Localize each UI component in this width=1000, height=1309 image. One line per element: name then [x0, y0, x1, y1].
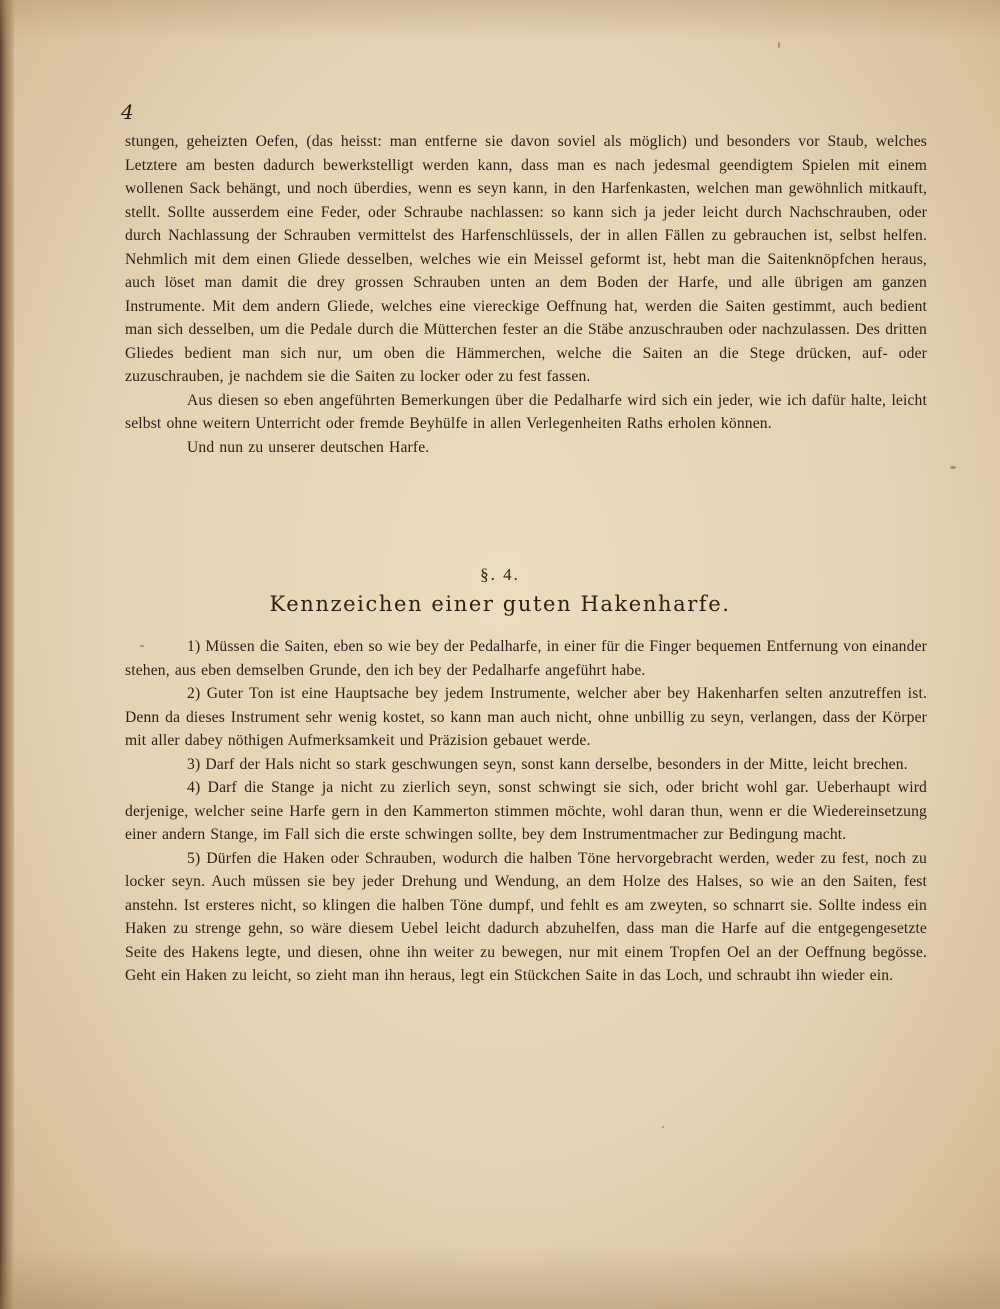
- section-heading: Kennzeichen einer guten Hakenharfe.: [269, 592, 731, 616]
- paper-speck: [950, 466, 956, 469]
- list-item-hooks: 5) Dürfen die Haken oder Schrauben, wodurch die halben Töne hervorgebracht werden, weder zu fest, noch zu locker seyn. Auch müssen sie bey jeder Drehung und Wendung, an dem Holze des Halses, so wie an den Saiten, fest anstehn. Ist ersteres nicht, so klingen die halben Töne dumpf, und fehlt es am zweyten, so schnarrt sie. Sollte indess ein Haken zu strenge gehn, so wäre diesem Uebel leicht dadurch abzuhelfen, dass man die Harfe auf die entgegengesetzte Seite des Hakens legte, und diesen, ohne ihn weiter zu bewegen, nur mit einem Tropfen Oel an der Oeffnung begösse. Geht ein Haken zu leicht, so zieht man ihn heraus, legt ein Stückchen Saite in das Loch, und schraubt ihn wieder ein.: [125, 849, 927, 984]
- paper-stain-top: [0, 0, 1000, 40]
- paragraph-remarks: Aus diesen so eben angeführten Bemerkungen über die Pedalharfe wird sich ein jeder, wie ich dafür halte, leicht selbst ohne weitern Unterricht oder fremde Beyhülfe in allen Verlegenheiten Raths erholen können.: [125, 391, 927, 432]
- paragraph-transition: Und nun zu unserer deutschen Harfe.: [187, 438, 430, 456]
- text-block-top: [125, 130, 927, 459]
- list-item-good-tone: 2) Guter Ton ist eine Hauptsache bey jedem Instrumente, welcher aber bey Hakenharfen selten anzutreffen ist. Denn da dieses Instrument sehr wenig kostet, so kann man auch nicht, ohne unbillig zu seyn, verlangen, dass der Körper mit aller dabey nöthigen Aufmerksamkeit und Präzision gebauet werde.: [125, 685, 927, 749]
- paper-speck: [778, 42, 780, 48]
- page-fold-shadow: [0, 0, 14, 1309]
- list-item-pillar: 4) Darf die Stange ja nicht zu zierlich seyn, sonst schwingt sie sich, oder bricht wohl gar. Ueberhaupt wird derjenige, welcher seine Harfe gern in den Kammerton stimmen möchte, wohl daran thun, wenn er die Wiedereinsetzung einer andern Stange, im Fall sich die erste schwingen sollte, bey dem Instrumentmacher zur Bedingung macht.: [125, 779, 927, 843]
- paper-speck: [662, 1126, 664, 1128]
- page-number: 4: [121, 100, 134, 124]
- list-item-neck: 3) Darf der Hals nicht so stark geschwungen seyn, sonst kann derselbe, besonders in der Mitte, leicht brechen.: [187, 755, 908, 773]
- text-block-bottom: [125, 635, 927, 988]
- paragraph-harp-care: stungen, geheizten Oefen, (das heisst: man entferne sie davon soviel als möglich) und besonders vor Staub, welches Letztere am besten dadurch bewerkstelligt werden kann, dass man es nach jedesmal geendigtem Spielen mit einem wollenen Sack behängt, und noch überdies, wenn es seyn kann, in den Harfenkasten, welchen man gewöhnlich mitkauft, stellt. Sollte ausserdem eine Feder, oder Schraube nachlassen: so kann sich ja jeder leicht durch Nachschrauben, oder durch Nachlassung der Schrauben vermittelst des Harfenschlüssels, der in allen Fällen zu gebrauchen ist, selbst helfen. Nehmlich mit dem einen Gliede desselben, welches wie ein Meissel geformt ist, hebt man die Saitenknöpfchen heraus, auch löset man damit die drey grossen Schrauben unten an dem Boden der Harfe, und alle übrigen am ganzen Instrumente. Mit dem andern Gliede, welches eine viereckige Oeffnung hat, werden die Saiten gestimmt, auch bedient man sich desselben, um die Pedale durch die Mütterchen fester an die Stäbe anzuschrauben oder nachzulassen. Des dritten Gliedes bedient man sich nur, um oben die Hämmerchen, welche die Saiten an die Stege drücken, auf- oder zuzuschrauben, je nachdem sie die Saiten zu locker oder zu fest fassen.: [125, 133, 927, 385]
- section-number: §. 4.: [480, 565, 520, 584]
- list-item-strings-spacing: 1) Müssen die Saiten, eben so wie bey der Pedalharfe, in einer für die Finger bequemen Entfernung von einander stehen, aus eben demselben Grunde, den ich bey der Pedalharfe angeführt habe.: [125, 638, 927, 679]
- paper-stain-bottom: [0, 1249, 1000, 1309]
